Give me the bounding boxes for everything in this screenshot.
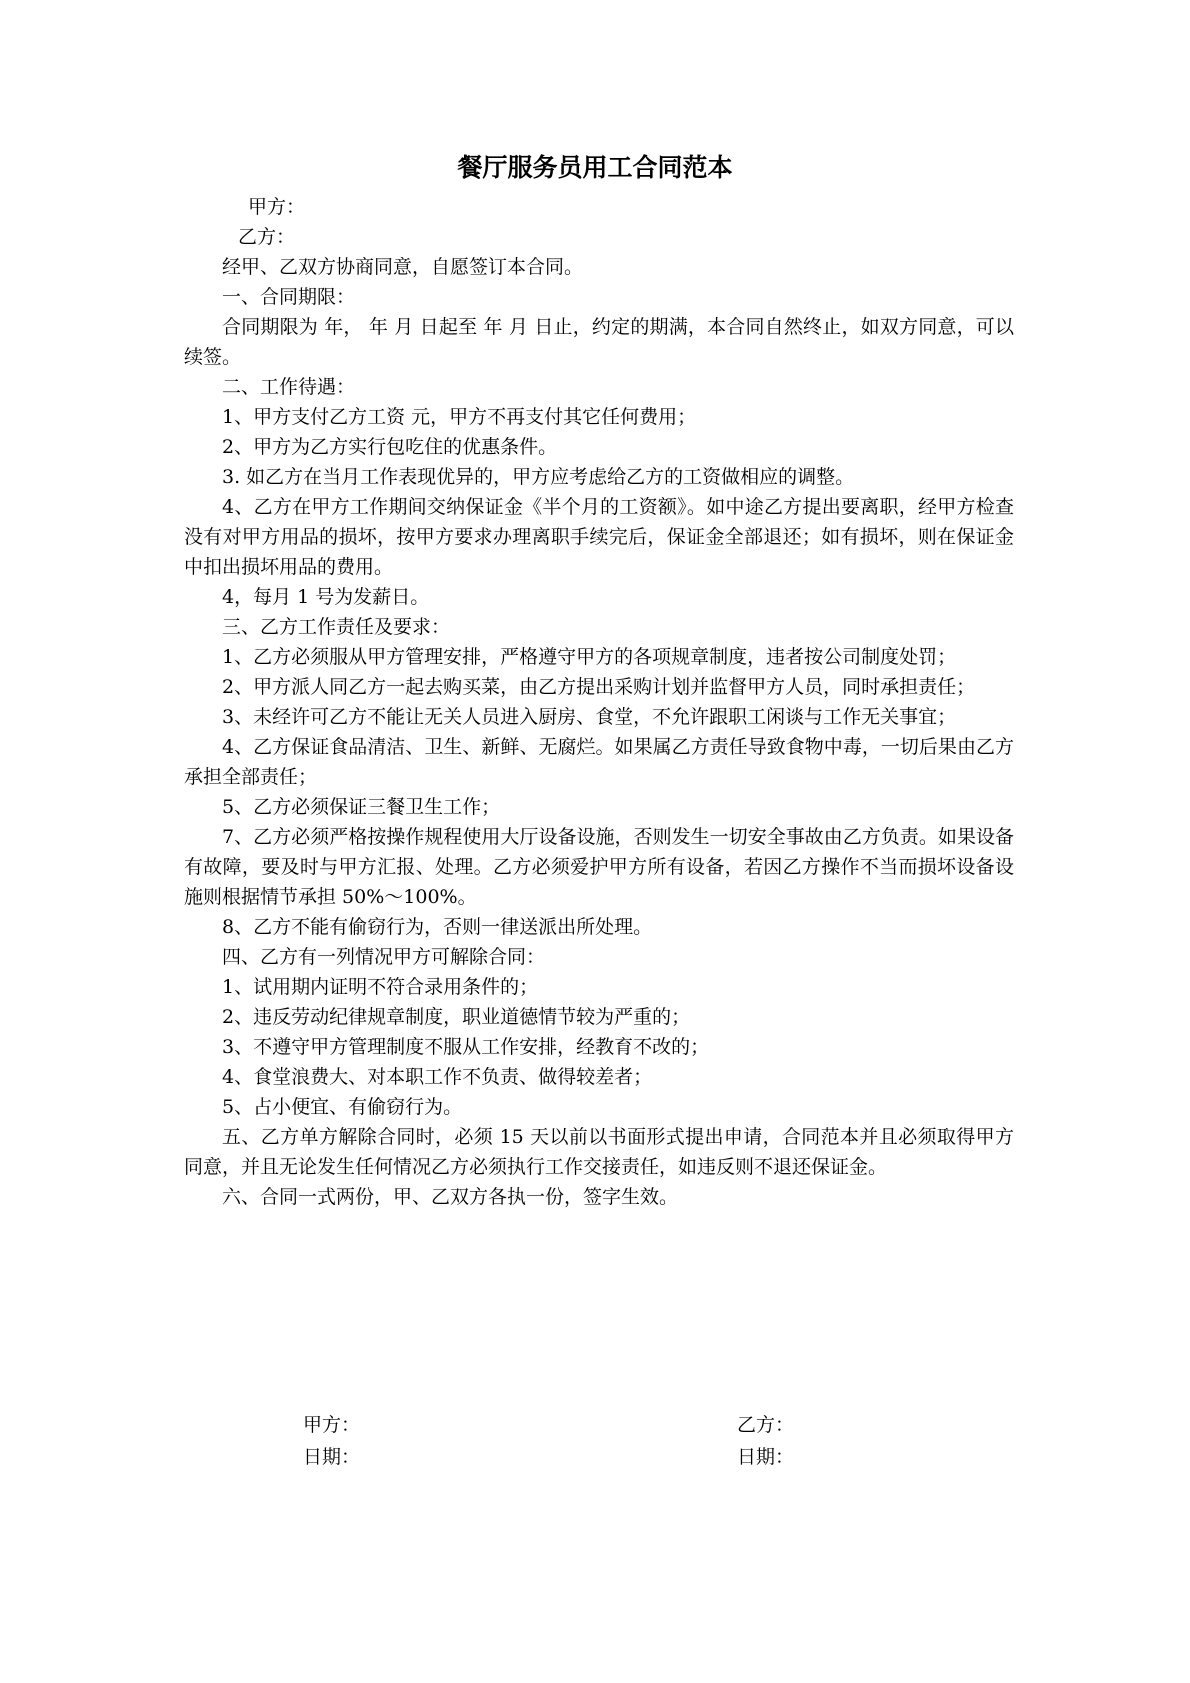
duty-item: 1、乙方必须服从甲方管理安排，严格遵守甲方的各项规章制度，违者按公司制度处罚； [222,646,957,668]
termination-item: 3、不遵守甲方管理制度不服从工作安排，经教育不改的； [222,1036,710,1058]
pay-item: 2、甲方为乙方实行包吃住的优惠条件。 [222,436,558,458]
duty-item: 8、乙方不能有偷窃行为，否则一律送派出所处理。 [222,916,653,938]
pay-item: 4、乙方在甲方工作期间交纳保证金《半个月的工资额》。如中途乙方提出要离职，经甲方检查没有对甲方用品的损坏，按甲方要求办理离职手续完后，保证金全部退还；如有损坏，则在保证金中扣出损坏用品的费用。 [184,496,1014,578]
pay-item: 4，每月 1 号为发薪日。 [222,586,430,608]
termination-item: 4、食堂浪费大、对本职工作不负责、做得较差者； [222,1066,653,1088]
section-heading-termination: 四、乙方有一列情况甲方可解除合同： [222,946,546,968]
duty-item: 3、未经许可乙方不能让无关人员进入厨房、食堂，不允许跟职工闲谈与工作无关事宜； [222,706,957,728]
section-heading-term: 一、合同期限： [222,286,356,308]
section-heading-duties: 三、乙方工作责任及要求： [222,616,451,638]
termination-item: 5、占小便宜、有偷窃行为。 [222,1096,463,1118]
signature-party-b-label: 乙方： [737,1414,795,1436]
signature-party-b-date: 日期： [737,1446,795,1468]
duty-item: 7、乙方必须严格按操作规程使用大厅设备设施，否则发生一切安全事故由乙方负责。如果设备有故障，要及时与甲方汇报、处理。乙方必须爱护甲方所有设备，若因乙方操作不当而损坏设备设施则根据情节承担 50%～100%。 [184,826,1014,908]
duty-item: 4、乙方保证食品清洁、卫生、新鲜、无腐烂。如果属乙方责任导致食物中毒，一切后果由乙方承担全部责任； [184,736,1014,788]
party-b-line: 乙方： [238,226,296,248]
duty-item: 5、乙方必须保证三餐卫生工作； [222,796,501,818]
signature-party-a-label: 甲方： [303,1414,361,1436]
party-a-line: 甲方： [248,196,306,218]
term-paragraph: 合同期限为 年， 年 月 日起至 年 月 日止，约定的期满，本合同自然终止，如双方同意，可以续签。 [184,316,1014,368]
duty-item: 2、甲方派人同乙方一起去购买菜，由乙方提出采购计划并监督甲方人员，同时承担责任； [222,676,976,698]
intro-paragraph: 经甲、乙双方协商同意，自愿签订本合同。 [222,256,584,278]
signature-party-a-date: 日期： [303,1446,361,1468]
pay-item: 3. 如乙方在当月工作表现优异的，甲方应考虑给乙方的工资做相应的调整。 [222,466,855,488]
document-title: 餐厅服务员用工合同范本 [457,153,733,182]
termination-item: 2、违反劳动纪律规章制度，职业道德情节较为严重的； [222,1006,691,1028]
section-five-paragraph: 五、乙方单方解除合同时，必须 15 天以前以书面形式提出申请，合同范本并且必须取得甲方同意，并且无论发生任何情况乙方必须执行工作交接责任，如违反则不退还保证金。 [184,1126,1014,1178]
contract-body [184,192,1014,1212]
section-heading-pay: 二、工作待遇： [222,376,356,398]
termination-item: 1、试用期内证明不符合录用条件的； [222,976,539,998]
section-six-paragraph: 六、合同一式两份，甲、乙双方各执一份，签字生效。 [222,1186,679,1208]
pay-item: 1、甲方支付乙方工资 元，甲方不再支付其它任何费用； [222,406,697,428]
